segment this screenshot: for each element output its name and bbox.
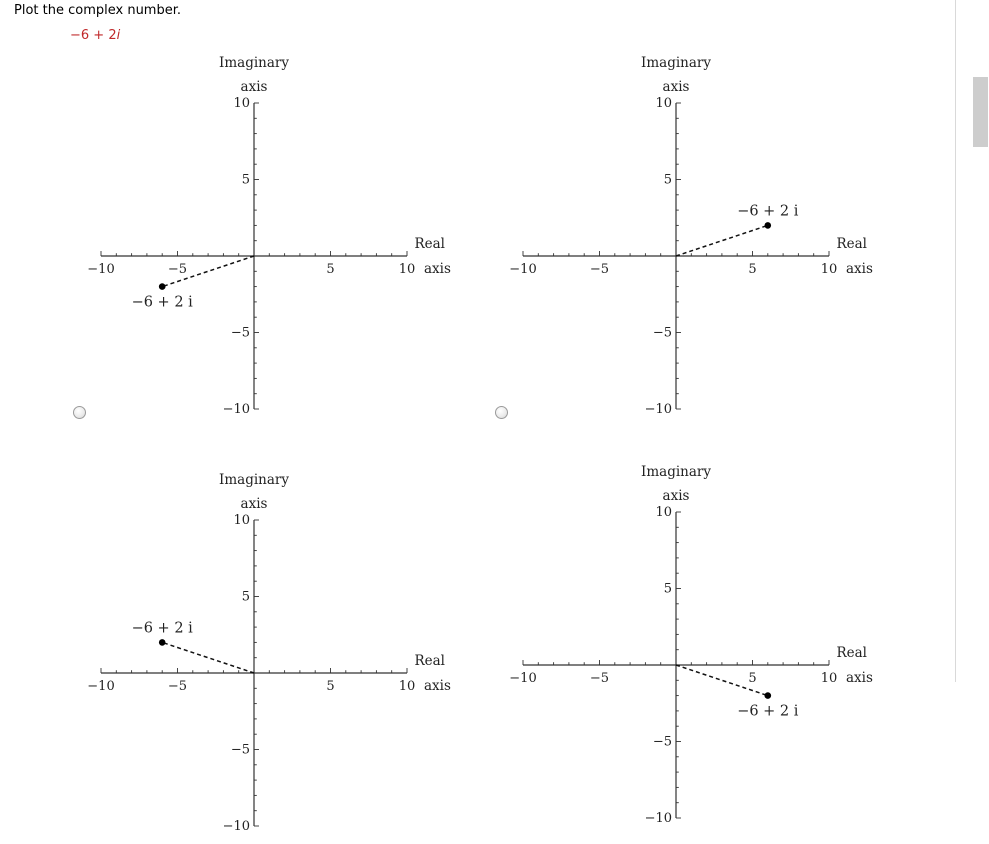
real-axis-title: Real: [414, 653, 445, 669]
real-axis-title-line2: axis: [846, 261, 873, 277]
answer-option-c-plot: [85, 470, 451, 840]
expression-imaginary-unit: i: [116, 28, 121, 43]
real-axis-tick-label: 5: [748, 671, 757, 686]
point-label: −6 + 2 i: [131, 294, 193, 311]
answer-option-a-plot: [85, 53, 451, 423]
point-label: −6 + 2 i: [131, 620, 193, 637]
imaginary-axis-title: Imaginary: [219, 55, 289, 71]
imaginary-axis-title-line2: axis: [662, 79, 690, 95]
plotted-point: [765, 222, 772, 229]
complex-plane-c: [85, 470, 451, 840]
answer-option-b-radio[interactable]: [495, 406, 508, 419]
imaginary-axis-tick-label: −10: [644, 402, 672, 417]
real-axis-tick-label: −10: [87, 679, 115, 694]
imaginary-axis-tick-label: −5: [652, 734, 672, 750]
real-axis-tick-label: 10: [820, 671, 838, 686]
real-axis-title: Real: [414, 236, 445, 252]
imaginary-axis-title-line2: axis: [240, 496, 268, 512]
imaginary-axis-title: Imaginary: [219, 472, 289, 488]
imaginary-axis-title-line2: axis: [662, 488, 690, 504]
plotted-point: [159, 639, 166, 646]
answer-option-b-plot: [507, 53, 873, 423]
imaginary-axis-tick-label: −5: [230, 325, 250, 341]
vertical-scrollbar-thumb[interactable]: [973, 77, 988, 147]
real-axis-tick-label: −10: [509, 262, 537, 277]
imaginary-axis-title: Imaginary: [641, 55, 711, 71]
real-axis-tick-label: −5: [589, 671, 610, 686]
imaginary-axis-tick-label: −10: [644, 811, 672, 826]
real-axis-title: Real: [836, 645, 867, 661]
imaginary-axis-tick-label: −5: [230, 742, 250, 758]
real-axis-title-line2: axis: [424, 261, 451, 277]
complex-plane-d: [507, 462, 873, 832]
imaginary-axis-tick-label: 10: [655, 96, 672, 111]
imaginary-axis-tick-label: −10: [222, 402, 250, 417]
point-label: −6 + 2 i: [737, 703, 799, 720]
complex-plane-a: [85, 53, 451, 423]
real-axis-title-line2: axis: [846, 670, 873, 686]
imaginary-axis-tick-label: 5: [241, 589, 250, 605]
imaginary-axis-tick-label: 5: [663, 172, 672, 188]
real-axis-title: Real: [836, 236, 867, 252]
real-axis-tick-label: 10: [398, 262, 416, 277]
question-prompt: Plot the complex number.: [14, 3, 182, 18]
imaginary-axis-tick-label: −10: [222, 819, 250, 834]
imaginary-axis-tick-label: 5: [241, 172, 250, 188]
imaginary-axis-tick-label: 10: [233, 96, 250, 111]
answer-option-d-plot: [507, 462, 873, 832]
imaginary-axis-title: Imaginary: [641, 464, 711, 480]
complex-plane-b: [507, 53, 873, 423]
real-axis-tick-label: −10: [87, 262, 115, 277]
imaginary-axis-tick-label: −5: [652, 325, 672, 341]
imaginary-axis-tick-label: 10: [655, 505, 672, 520]
expression-real-part: −6 + 2: [70, 28, 117, 43]
vector-dashed-line: [676, 225, 768, 256]
real-axis-tick-label: −5: [589, 262, 610, 277]
imaginary-axis-tick-label: 5: [663, 581, 672, 597]
imaginary-axis-title-line2: axis: [240, 79, 268, 95]
real-axis-title-line2: axis: [424, 678, 451, 694]
complex-number-expression: [70, 28, 120, 43]
real-axis-tick-label: −10: [509, 671, 537, 686]
real-axis-tick-label: −5: [167, 262, 188, 277]
real-axis-tick-label: 10: [820, 262, 838, 277]
answer-option-a-radio[interactable]: [73, 406, 86, 419]
plotted-point: [159, 283, 166, 290]
plotted-point: [765, 692, 772, 699]
real-axis-tick-label: 5: [748, 262, 757, 277]
vector-dashed-line: [162, 642, 254, 673]
imaginary-axis-tick-label: 10: [233, 513, 250, 528]
real-axis-tick-label: 5: [326, 262, 335, 277]
real-axis-tick-label: 5: [326, 679, 335, 694]
point-label: −6 + 2 i: [737, 203, 799, 220]
real-axis-tick-label: 10: [398, 679, 416, 694]
real-axis-tick-label: −5: [167, 679, 188, 694]
